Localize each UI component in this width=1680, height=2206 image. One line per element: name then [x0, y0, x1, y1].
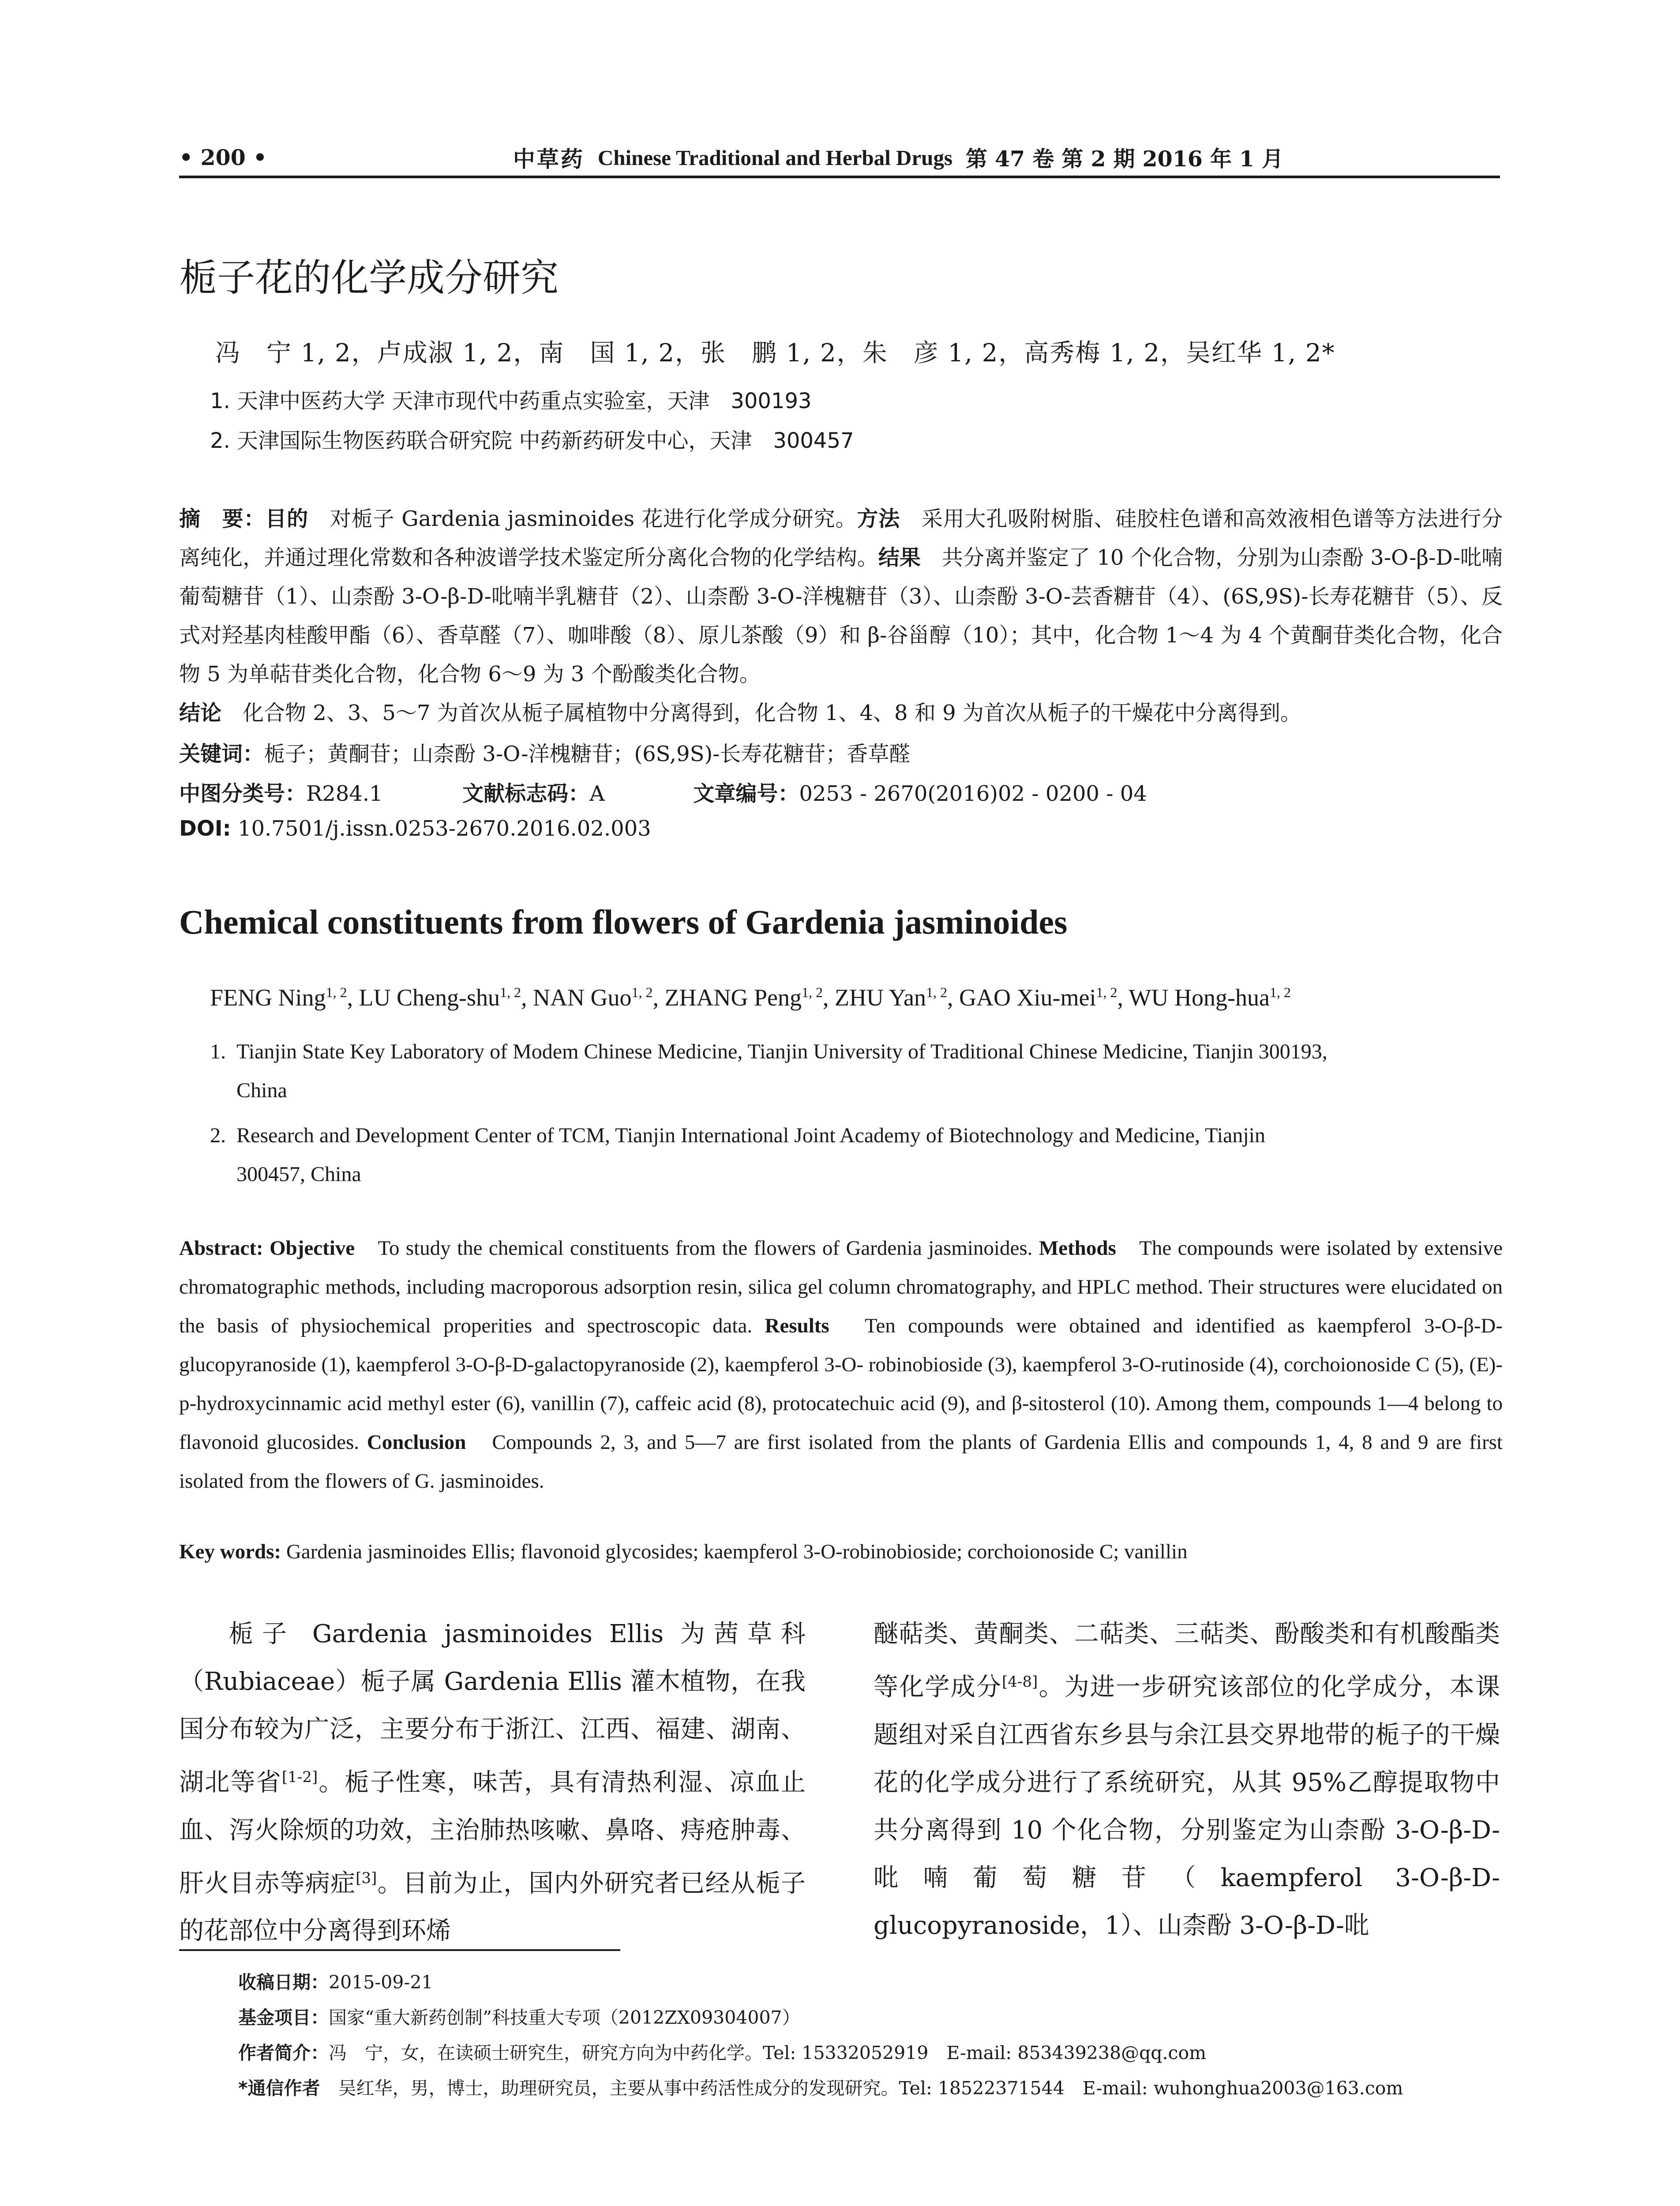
- chinese-abstract: [179, 499, 1503, 732]
- footnote-text: 国家“重大新药创制”科技重大专项（2012ZX09304007）: [329, 2007, 800, 2028]
- affiliation-number: 2.: [210, 1124, 226, 1147]
- footnote-corresponding: [238, 2074, 1403, 2100]
- methods-text: 采用大孔吸附树脂、硅胶柱色谱和高效液相色谱等方法进行分离纯化，并通过理化常数和各种波谱学技术鉴定所分离化合物的化学结构。: [179, 506, 1503, 570]
- page-number: • 200 •: [179, 145, 267, 170]
- journal-name: [294, 142, 1503, 173]
- article-no-value: 0253 - 2670(2016)02 - 0200 - 04: [799, 781, 1147, 806]
- chinese-authors: 冯 宁 1, 2，卢成淑 1, 2，南 国 1, 2，张 鹏 1, 2，朱 彦 1, 2，高秀梅 1, 2，吴红华 1, 2*: [215, 339, 1335, 368]
- body-text: 。栀子性寒，味苦，具有清热利湿、凉血止血、泻火除烦的功效，主治肺热咳嗽、鼻咯、痔疮肿毒、肝火目赤等病症: [179, 1768, 806, 1898]
- body-text: 栀子 Gardenia jasminoides Ellis 为茜草科（Rubiaceae）栀子属 Gardenia Ellis 灌木植物，在我国分布较为广泛，主要分布于浙江、江西、福建、湖南、湖北等省: [179, 1620, 806, 1797]
- affiliation-continuation: 300457, China: [236, 1163, 361, 1186]
- chinese-affiliation-1: 1. 天津中医药大学 天津市现代中药重点实验室，天津 300193: [210, 389, 812, 413]
- results-label: 结果: [878, 545, 921, 570]
- affiliation-text: Tianjin State Key Laboratory of Modem Chinese Medicine, Tianjin University of Traditional Chinese Medicine, Tianjin 300193,: [236, 1040, 1328, 1063]
- english-affiliation-2: [210, 1116, 1503, 1194]
- keywords-label: Key words:: [179, 1540, 281, 1563]
- english-authors: FENG Ning$^{1, 2}$, LU Cheng-shu$^{1, 2}$, NAN Guo$^{1, 2}$, ZHANG Peng$^{1, 2}$, ZHU Yan$^{1, 2}$, GAO Xiu-mei$^{1, 2}$, WU Hong-hua$^{1, 2}$: [210, 984, 1291, 1011]
- methods-label: 方法: [857, 506, 900, 531]
- doc-code-value: A: [589, 781, 605, 806]
- footnote-text: 吴红华，男，博士，助理研究员，主要从事中药活性成分的发现研究。Tel: 18522371544 E-mail: wuhonghua2003@163.com: [338, 2078, 1403, 2099]
- conclusion-label: Conclusion: [367, 1431, 466, 1454]
- footnote-label: 收稿日期：: [238, 1972, 329, 1993]
- footnote-label: 基金项目：: [238, 2007, 329, 2028]
- body-paragraph: [874, 1610, 1500, 1950]
- footnote-label: *通信作者: [238, 2078, 338, 2099]
- objective-text: To study the chemical constituents from the flowers of Gardenia jasminoides.: [355, 1237, 1039, 1260]
- footnote-text: 冯 宁，女，在读硕士研究生，研究方向为中药化学。Tel: 15332052919 E-mail: 853439238@qq.com: [329, 2042, 1207, 2063]
- affiliation-text: Research and Development Center of TCM, Tianjin International Joint Academy of Biotechnology and Medicine, Tianjin: [236, 1124, 1266, 1147]
- results-text: 共分离并鉴定了 10 个化合物，分别为山柰酚 3-O-β-D-吡喃葡萄糖苷（1）、山柰酚 3-O-β-D-吡喃半乳糖苷（2）、山柰酚 3-O-洋槐糖苷（3）、山柰酚 3-O-芸香糖苷（4）、(6S,9S)-长寿花糖苷（5）、反式对羟基肉桂酸甲酯（6）、香草醛（7）、咖啡酸（8）、原儿茶酸（9）和 β-谷甾醇（10）；其中，化合物 1～4 为 4 个黄酮苷类化合物，化合物 5 为单萜苷类化合物，化合物 6～9 为 3 个酚酸类化合物。: [179, 545, 1503, 687]
- methods-label: Methods: [1039, 1237, 1116, 1260]
- footnote-received: [238, 1968, 433, 1994]
- journal-name-cn: 中草药: [513, 146, 585, 172]
- results-label: Results: [765, 1314, 829, 1337]
- english-title: Chemical constituents from flowers of Gardenia jasminoides: [179, 903, 1068, 941]
- author-name: LU Cheng-shu: [359, 984, 500, 1011]
- author-name: NAN Guo: [532, 984, 632, 1011]
- author-affiliation-mark: 1, 2: [499, 984, 521, 1000]
- objective-label: 目的: [265, 506, 308, 531]
- footnote-rule: [179, 1949, 620, 1951]
- author-affiliation-mark: 1, 2: [1269, 984, 1291, 1000]
- citation: [1-2]: [281, 1768, 318, 1786]
- running-header: [179, 142, 1503, 173]
- body-text: 。为进一步研究该部位的化学成分，本课题组对采自江西省东乡县与余江县交界地带的栀子的干燥花的化学成分进行了系统研究，从其 95%乙醇提取物中共分离得到 10 个化合物，分别鉴定为山柰酚 3-O-β-D-吡喃葡萄糖苷（kaempferol 3-O-β-D-glucopyranoside，1）、山柰酚 3-O-β-D-吡: [874, 1673, 1500, 1940]
- doc-code-label: 文献标志码：: [462, 781, 590, 806]
- body-column-left: [179, 1610, 806, 1955]
- conclusion-label: 结论: [179, 701, 222, 725]
- author-affiliation-mark: 1, 2: [801, 984, 823, 1000]
- abstract-label: 摘 要：: [179, 506, 266, 531]
- author-affiliation-mark: 1, 2: [1096, 984, 1118, 1000]
- results-text: Ten compounds were obtained and identified as kaempferol 3-O-β-D-glucopyranoside (1), kaempferol 3-O-β-D-galactopyranoside (2), kaempferol 3-O- robinobioside (3), kaempferol 3-O-rutinoside (4), corchoionoside C (5), (E)-p-hydroxycinnamic acid methyl ester (6), vanillin (7), caffeic acid (8), protocatechuic acid (9), and β-sitosterol (10). Among them, compounds 1—4 belong to flavonoid glucosides.: [179, 1314, 1503, 1454]
- header-rule: [179, 176, 1500, 178]
- author-name: FENG Ning: [210, 984, 326, 1011]
- author-affiliation-mark: 1, 2: [926, 984, 948, 1000]
- author-name: GAO Xiu-mei: [959, 984, 1096, 1011]
- english-keywords: [179, 1540, 1188, 1564]
- footnote-label: 作者简介：: [238, 2042, 329, 2063]
- doi-value: 10.7501/j.issn.0253-2670.2016.02.003: [231, 816, 651, 841]
- chinese-keywords: [179, 737, 910, 767]
- affiliation-continuation: China: [236, 1079, 287, 1102]
- journal-name-en: Chinese Traditional and Herbal Drugs: [597, 145, 952, 170]
- author-affiliation-mark: 1, 2: [326, 984, 347, 1000]
- article-no-label: 文章编号：: [693, 781, 799, 806]
- author-name: WU Hong-hua: [1129, 984, 1270, 1011]
- chinese-affiliation-2: 2. 天津国际生物医药联合研究院 中药新药研发中心，天津 300457: [210, 428, 854, 453]
- keywords-label: 关键词：: [179, 742, 264, 766]
- issue-info: 第 47 卷 第 2 期 2016 年 1 月: [965, 146, 1284, 172]
- clc-label: 中图分类号：: [179, 781, 307, 806]
- body-column-right: [874, 1610, 1500, 1950]
- body-text: 醚萜类、黄酮类、二萜类、三萜类、酚酸类和有机酸酯类等化学成分: [874, 1620, 1500, 1702]
- methods-text: The compounds were isolated by extensive chromatographic methods, including macroporous adsorption resin, silica gel column chromatography, and HPLC method. Their structures were elucidated on the basis of physiochemical properities and spectroscopic data.: [179, 1237, 1503, 1337]
- conclusion-text: 化合物 2、3、5～7 为首次从栀子属植物中分离得到，化合物 1、4、8 和 9 为首次从栀子的干燥花中分离得到。: [221, 701, 1301, 725]
- body-paragraph: [179, 1610, 806, 1955]
- abstract-objective-label: Abstract: Objective: [179, 1237, 355, 1260]
- doi-label: DOI:: [179, 816, 231, 841]
- english-abstract: [179, 1229, 1503, 1501]
- footnote-author-bio: [238, 2038, 1206, 2064]
- keywords-text: 栀子；黄酮苷；山柰酚 3-O-洋槐糖苷；(6S,9S)-长寿花糖苷；香草醛: [264, 742, 911, 766]
- citation: [4-8]: [1002, 1673, 1038, 1691]
- footnote-text: 2015-09-21: [329, 1972, 433, 1993]
- citation: [3]: [356, 1869, 377, 1887]
- classification-line: [179, 777, 1147, 807]
- author-name: ZHANG Peng: [664, 984, 802, 1011]
- author-affiliation-mark: 1, 2: [631, 984, 653, 1000]
- objective-text: 对栀子 Gardenia jasminoides 花进行化学成分研究。: [308, 506, 857, 531]
- affiliation-number: 1.: [210, 1040, 226, 1063]
- clc-value: R284.1: [306, 781, 383, 806]
- conclusion-text: Compounds 2, 3, and 5—7 are first isolated from the plants of Gardenia Ellis and compounds 1, 4, 8 and 9 are first isolated from the flowers of G. jasminoides.: [179, 1431, 1503, 1493]
- chinese-title: 栀子花的化学成分研究: [179, 256, 559, 300]
- body-text: 。目前为止，国内外研究者已经从栀子的花部位中分离得到环烯: [179, 1869, 806, 1946]
- doi-line: [179, 816, 651, 841]
- footnote-funding: [238, 2003, 800, 2029]
- author-name: ZHU Yan: [834, 984, 926, 1011]
- english-affiliation-1: [210, 1032, 1503, 1110]
- keywords-text: Gardenia jasminoides Ellis; flavonoid glycosides; kaempferol 3-O-robinobioside; corchoionoside C; vanillin: [281, 1540, 1188, 1563]
